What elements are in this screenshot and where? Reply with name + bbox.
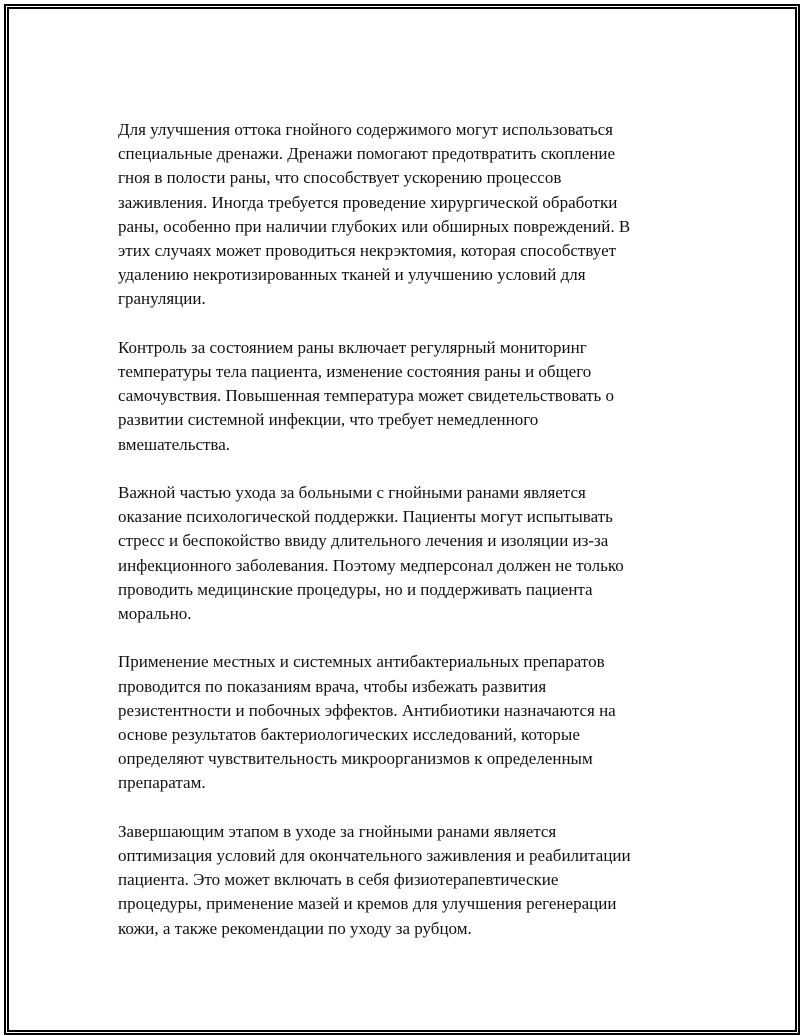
paragraph-drainage: Для улучшения оттока гнойного содержимого могут использоваться специальные дренажи. Дренажи помогают предотвратить скопление гноя в полости раны, что способствует ускорению процессов заживления. Иногда требуется проведение хирургической обработки раны, особенно при наличии глубоких или обширных повреждений. В этих случаях может проводиться некрэктомия, которая способствует удалению некротизированных тканей и улучшению условий для грануляции. xyxy=(118,120,631,309)
paragraph-psychological-support: Важной частью ухода за больными с гнойными ранами является оказание психологической поддержки. Пациенты могут испытывать стресс и беспокойство ввиду длительного лечения и изоляции из-за инфекционного заболевания. Поэтому медперсонал должен не только проводить медицинские процедуры, но и поддерживать пациента морально. xyxy=(118,483,624,624)
paragraph-rehabilitation: Завершающим этапом в уходе за гнойными ранами является оптимизация условий для окончательного заживления и реабилитации пациента. Это может включать в себя физиотерапевтические процедуры, применение мазей и кремов для улучшения регенерации кожи, а также рекомендации по уходу за рубцом. xyxy=(118,821,631,938)
paragraph-wound-monitoring: Контроль за состоянием раны включает регулярный мониторинг температуры тела пациента, изменение состояния раны и общего самочувствия. Повышенная температура может свидетельствовать о развитии системной инфекции, что требует немедленного вмешательства. xyxy=(118,337,615,454)
paragraph-antibacterial-therapy: Применение местных и системных антибактериальных препаратов проводится по показаниям врача, чтобы избежать развития резистентности и побочных эффектов. Антибиотики назначаются на основе результатов бактериологических исследований, которые определяют чувствительность микроорганизмов к определенным препаратам. xyxy=(118,652,616,793)
document-body xyxy=(118,118,678,965)
